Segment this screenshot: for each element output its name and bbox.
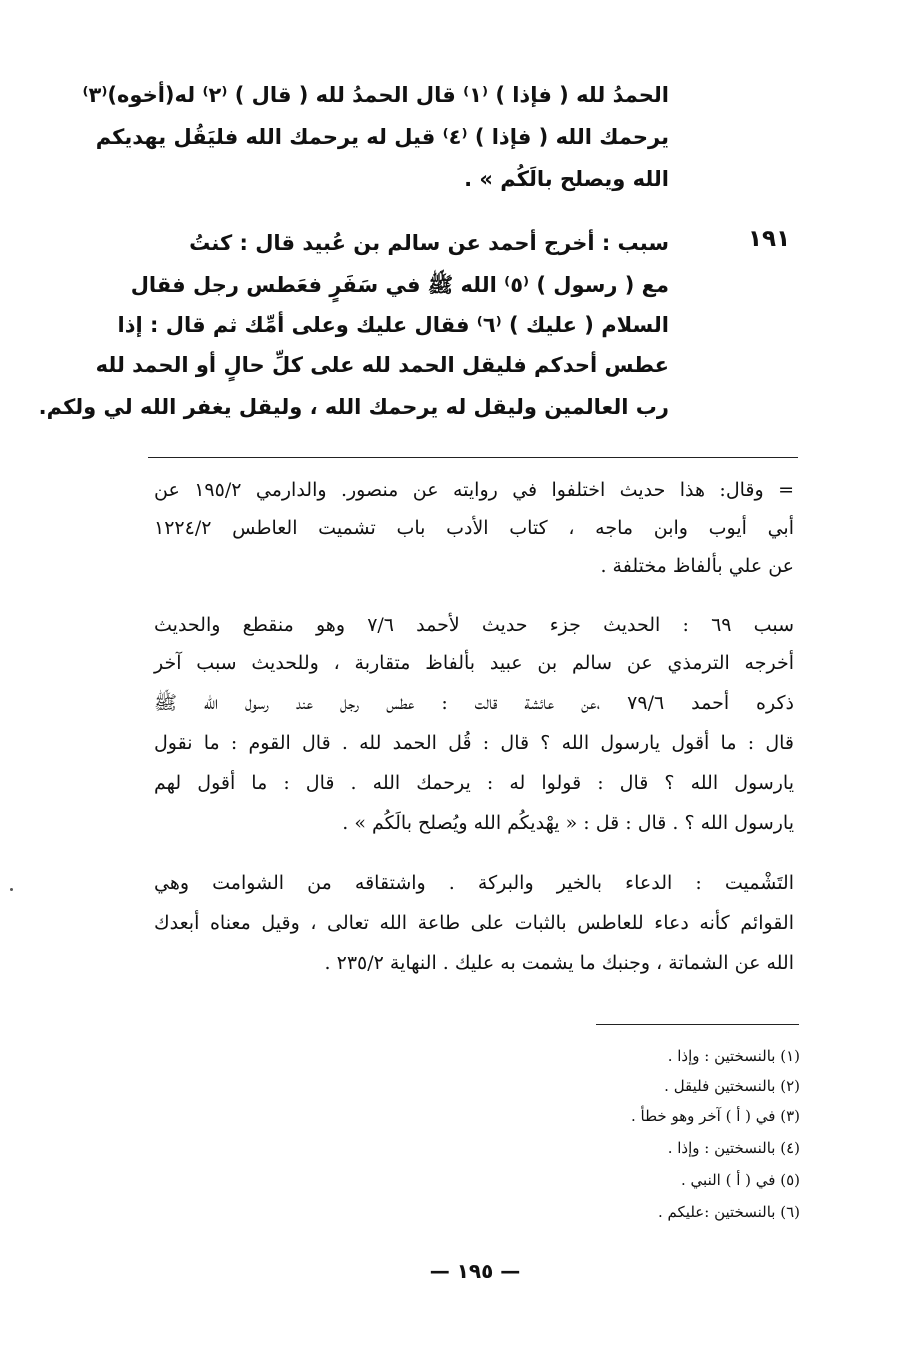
- page-number: — ١٩٥ —: [429, 1259, 521, 1283]
- commentary-line: التَشْميت : الدعاء بالخير والبركة . واشتقاقه من الشوامت وهي: [154, 872, 794, 894]
- footnote: (٣) في ( أ ) آخر وهو خطأ .: [631, 1107, 800, 1125]
- main-line: عطس أحدكم فليقل الحمد لله على كلِّ حالٍ أو الحمد لله: [95, 353, 669, 377]
- main-line: مع ( رسول ) ⁽٥⁾ الله ﷺ في سَفَرٍ فعَطس رجل فقال: [130, 273, 669, 297]
- commentary-line: = وقال: هذا حديث اختلفوا في روايته عن منصور. والدارمي ١٩٥/٢ عن: [154, 479, 795, 501]
- main-line: يرحمك الله ( فإذا ) ⁽٤⁾ قيل له يرحمك الله فليَقُل يهديكم: [95, 125, 669, 149]
- commentary-line: ذكره أحمد ٧٩/٦ ،عن عائشة قالت : عطس رجل عند رسول الله ﷺ: [154, 692, 794, 714]
- commentary-line: يارسول الله ؟ . قال : قل : « يهْديكُم الله ويُصلح بالَكُم » .: [342, 812, 794, 834]
- commentary-line: عن علي بألفاظ مختلفة .: [600, 555, 794, 577]
- commentary-line: أخرجه الترمذي عن سالم بن عبيد بألفاظ متقاربة ، وللحديث سبب آخر: [154, 652, 794, 674]
- main-line: سبب : أخرج أحمد عن سالم بن عُبيد قال : كنتُ: [189, 231, 669, 255]
- footnote: (١) بالنسختين : وإذا .: [667, 1047, 800, 1065]
- commentary-line: الله عن الشماتة ، وجنبك ما يشمت به عليك . النهاية ٢٣٥/٢ .: [324, 952, 794, 974]
- footnote: (٥) في ( أ ) النبي .: [681, 1171, 800, 1189]
- footnote: (٢) بالنسختين فليقل .: [664, 1077, 800, 1095]
- main-line: الله ويصلح بالَكُم » .: [464, 167, 669, 191]
- commentary-line: القوائم كأنه دعاء للعاطس بالثبات على طاعة الله تعالى ، وقيل معناه أبعدك: [154, 912, 794, 934]
- commentary-line: سبب ٦٩ : الحديث جزء حديث لأحمد ٧/٦ وهو منقطع والحديث: [154, 614, 794, 636]
- footnotes-divider: [596, 1024, 799, 1025]
- footnote: (٤) بالنسختين : وإذا .: [667, 1139, 800, 1157]
- commentary-line: أبي أيوب وابن ماجه ، كتاب الأدب باب تشميت العاطس ١٢٢٤/٢: [154, 517, 794, 539]
- commentary-line: قال : ما أقول يارسول الله ؟ قال : قُل الحمد لله . قال القوم : ما نقول: [154, 732, 794, 754]
- footnote: (٦) بالنسختين :عليكم .: [658, 1203, 800, 1221]
- main-line: الحمدُ لله ( فإذا ) ⁽١⁾ قال الحمدُ لله ( قال ) ⁽٢⁾ له(أخوه)⁽٣⁾: [82, 83, 669, 107]
- scan-speck: [10, 888, 13, 891]
- commentary-line: يارسول الله ؟ قال : قولوا له : يرحمك الله . قال : ما أقول لهم: [154, 772, 794, 794]
- main-line: السلام ( عليك ) ⁽٦⁾ فقال عليك وعلى أمِّك ثم قال : إذا: [117, 313, 669, 337]
- section-divider: [148, 457, 798, 458]
- main-line: رب العالمين وليقل له يرحمك الله ، وليقل يغفر الله لي ولكم.: [38, 395, 669, 419]
- hadith-number: ١٩١: [748, 226, 791, 252]
